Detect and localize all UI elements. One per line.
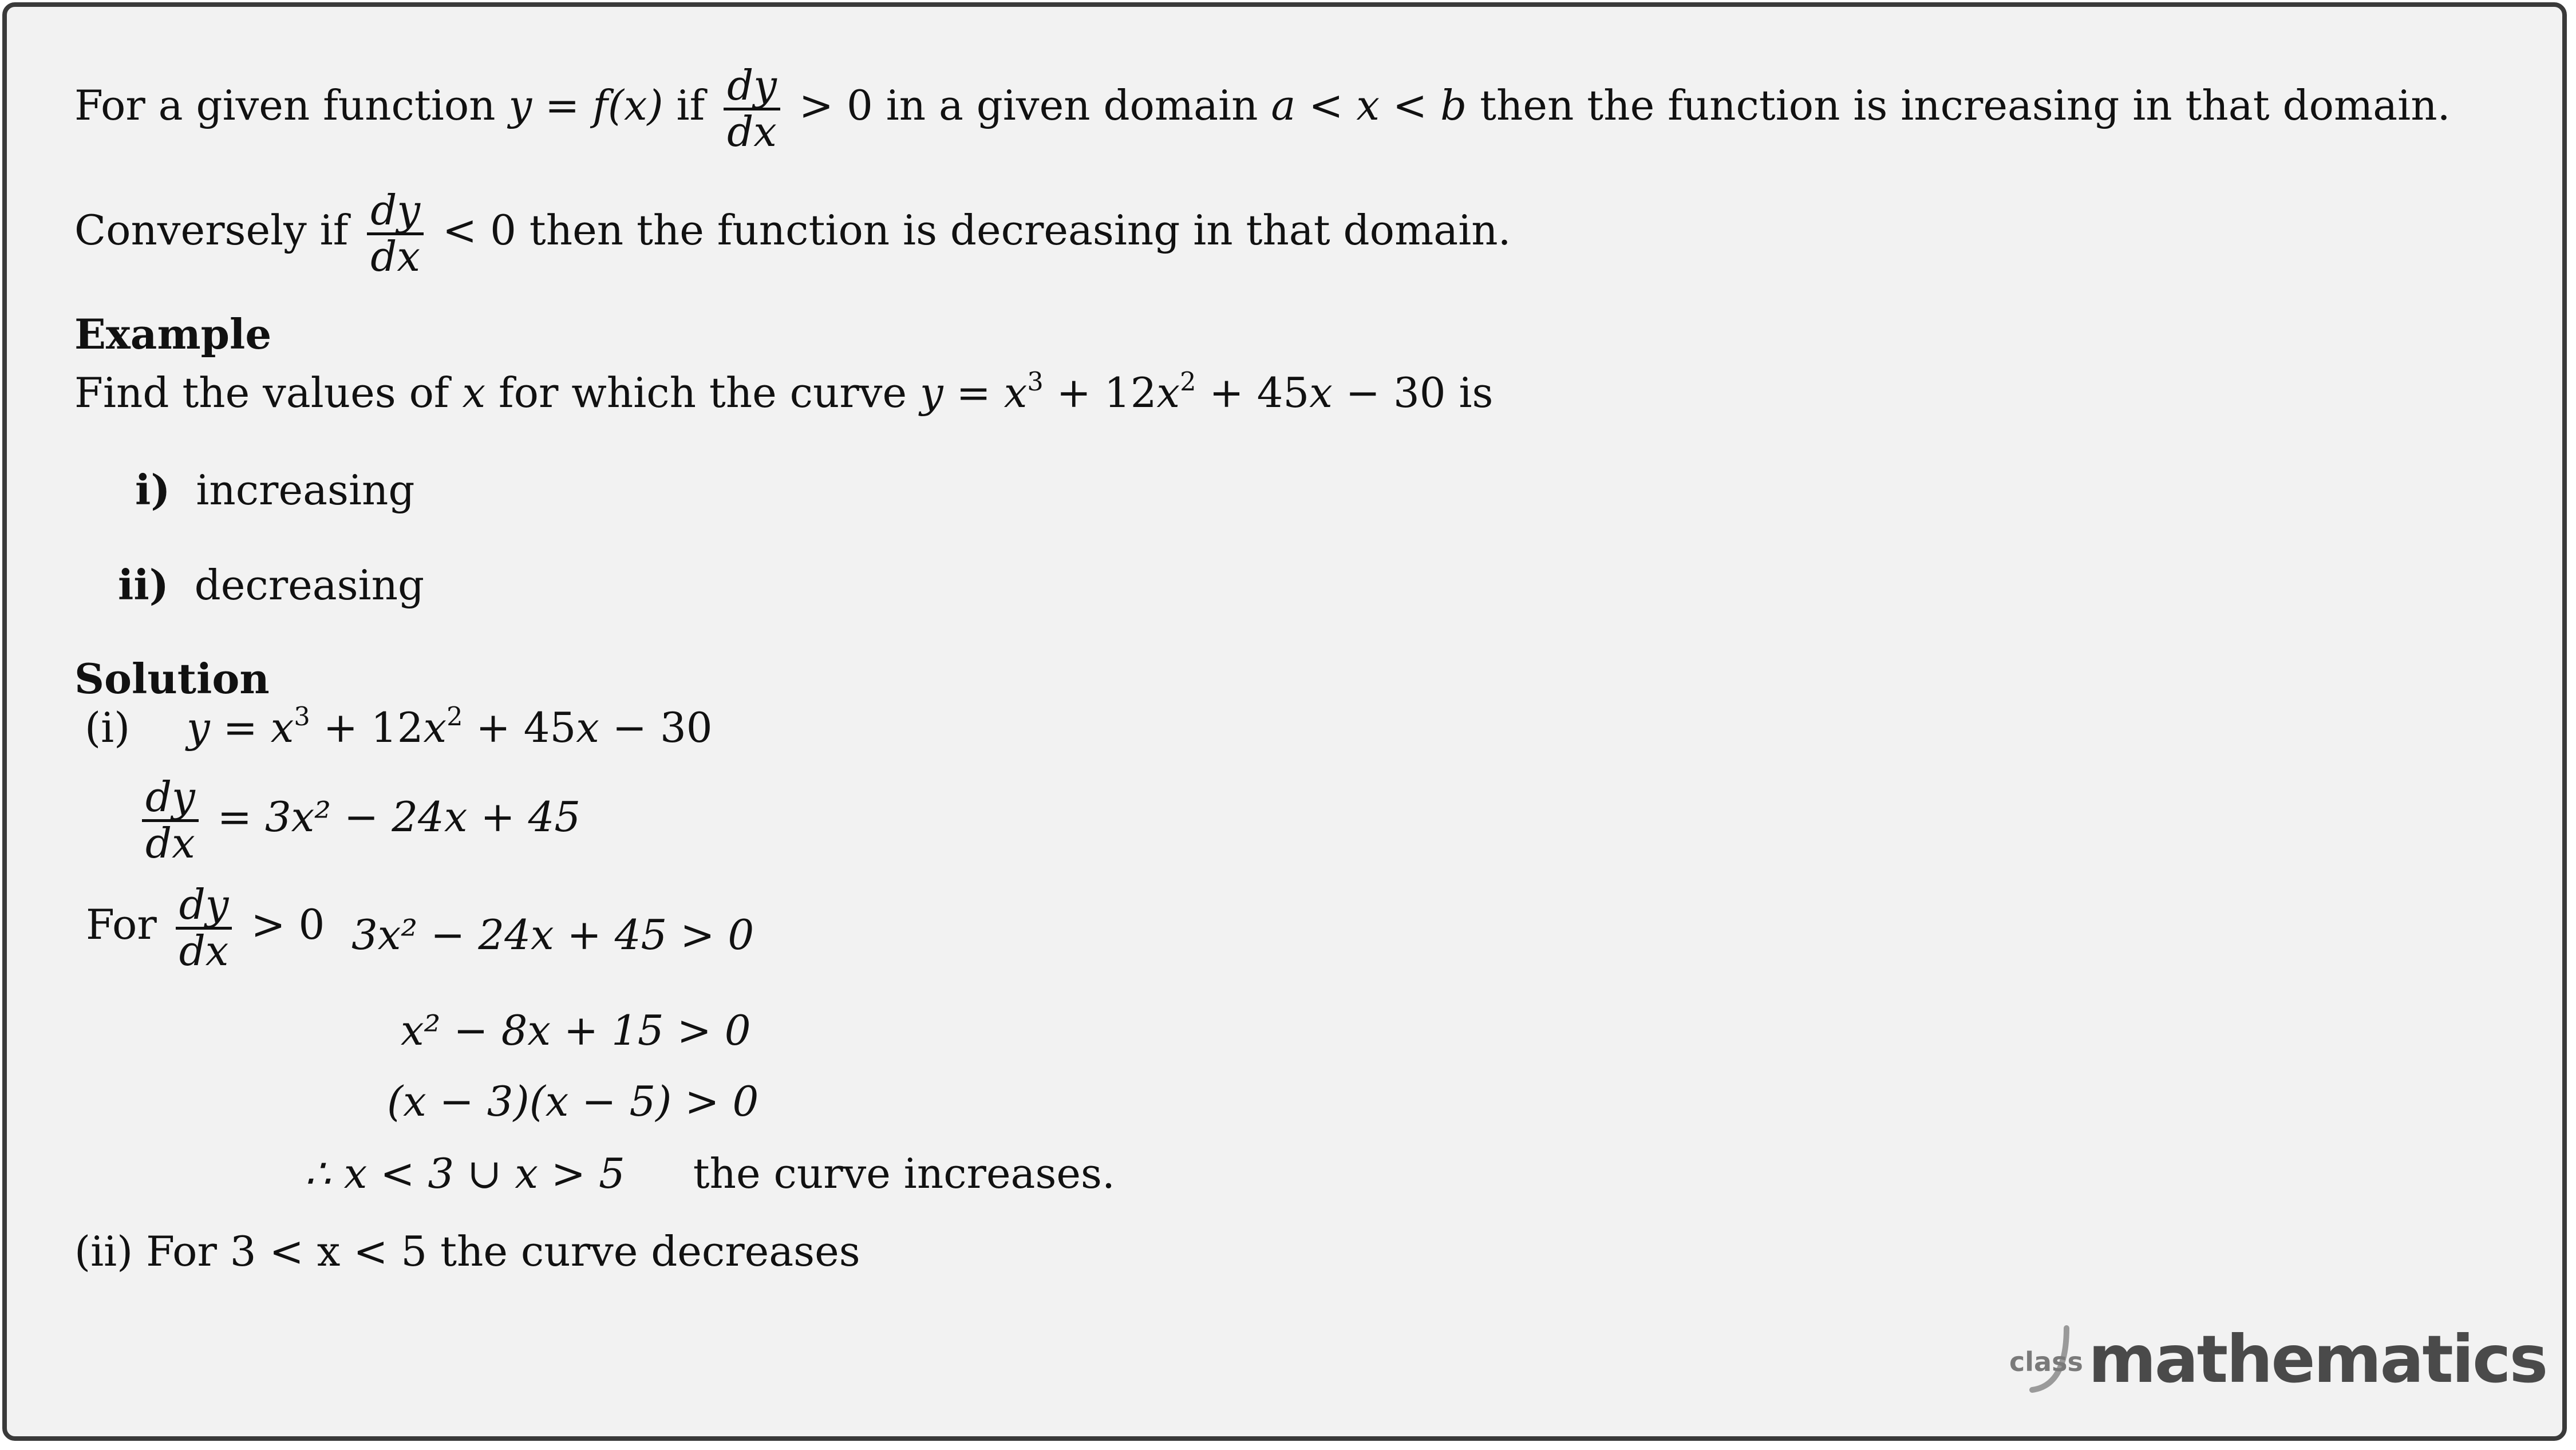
fraction-numerator: dy — [179, 880, 229, 929]
list-item — [118, 560, 425, 609]
fraction-denominator: dx — [724, 108, 780, 154]
fraction-denominator: dx — [176, 927, 232, 973]
dy-dx-fraction — [142, 773, 199, 867]
derivative-line — [142, 773, 581, 867]
question-text: Find the values of — [74, 369, 449, 417]
greater-than-zero: > 0 — [251, 900, 325, 949]
intro-text: < 0 then the function is decreasing in that domain. — [442, 206, 1511, 255]
intro-text: then the function is increasing in that domain. — [1480, 81, 2451, 130]
question-text: is — [1459, 369, 1494, 417]
function-notation: y = f(x) — [508, 81, 663, 130]
if-word: if — [676, 81, 705, 130]
intro-line-1 — [74, 61, 2451, 156]
solution-equation: $y = x^3 + 12x^2 + 45x - 30$ — [187, 701, 713, 752]
fraction-numerator: dy — [145, 773, 195, 821]
conclusion-inequality: ∴ x < 3 ∪ x > 5 — [305, 1149, 625, 1198]
intro-line-2 — [74, 186, 1511, 280]
question-text: for which the curve — [498, 369, 907, 417]
solution-heading: Solution — [74, 654, 270, 703]
conclusion-text: the curve increases. — [693, 1149, 1115, 1198]
logo-mathematics-text: mathematics — [2088, 1321, 2547, 1397]
condition-line — [86, 880, 325, 975]
solution-part-2: (ii) For 3 < x < 5 the curve decreases — [74, 1227, 860, 1275]
dy-dx-fraction — [724, 61, 780, 156]
logo-class-text: class — [2009, 1346, 2083, 1377]
intro-text: Conversely if — [74, 206, 349, 255]
intro-text: For a given function — [74, 81, 496, 130]
fraction-numerator: dy — [727, 61, 777, 109]
fraction-numerator: dy — [370, 186, 420, 234]
for-word: For — [86, 900, 157, 949]
inequality-step-3: (x − 3)(x − 5) > 0 — [387, 1077, 759, 1125]
solution-part-1-marker: (i) — [85, 704, 131, 752]
list-label: increasing — [196, 466, 415, 514]
inequality-step-1: 3x² − 24x + 45 > 0 — [351, 911, 754, 959]
list-marker: i) — [135, 465, 171, 514]
fraction-denominator: dx — [367, 232, 424, 279]
list-marker: ii) — [118, 560, 169, 609]
dy-dx-fraction — [367, 186, 424, 280]
variable-x: x — [462, 369, 486, 417]
curve-equation: y — [919, 369, 943, 417]
example-question: Find the values of x for which the curve $y = x^3 + 12x^2 + 45x - 30$ is — [74, 366, 1494, 417]
derivative-rhs: = 3x² − 24x + 45 — [217, 793, 581, 841]
domain-inequality: a < x < b — [1271, 81, 1467, 130]
intro-text: > 0 in a given domain — [799, 81, 1258, 130]
conclusion-line — [305, 1149, 1115, 1198]
list-item — [135, 465, 415, 514]
example-heading: Example — [74, 310, 272, 358]
dy-dx-fraction — [176, 880, 232, 975]
fraction-denominator: dx — [142, 819, 199, 866]
list-label: decreasing — [194, 561, 425, 609]
inequality-step-2: x² − 8x + 15 > 0 — [401, 1006, 751, 1054]
